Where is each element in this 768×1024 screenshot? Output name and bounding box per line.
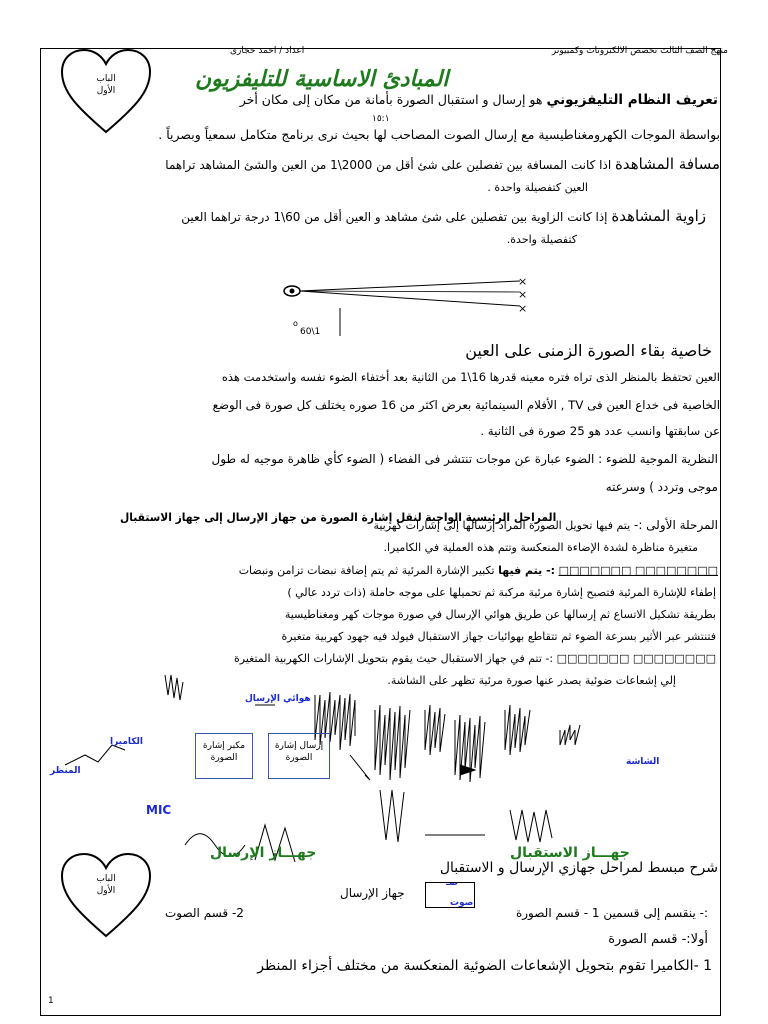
angle-label: 60\1	[300, 327, 321, 337]
sight-line-mid	[300, 291, 520, 292]
explanation-first: أولا:- قسم الصورة	[608, 932, 708, 947]
diagram-mic: MIC	[146, 803, 172, 817]
diagram-screen: الشاشة	[626, 757, 660, 767]
angle-degree: o	[293, 319, 298, 328]
eye-pupil	[290, 289, 295, 294]
persistence-line1: العين تحتفظ بالمنظر الذى تراه فتره معينه قدرها 16\1 من الثانية بعد أختفاء الضوء نفسه واستخدمت هذه	[221, 370, 720, 384]
stage1-line1	[373, 518, 718, 532]
stages-heading-overlap: المراحل الرئيسية الواجبة لنقل إشارة الصورة من جهاز الإرسال إلى جهاز الاستقبال	[120, 510, 557, 524]
explanation-part2: 2- قسم الصوت	[165, 906, 244, 920]
explanation-divides	[516, 906, 708, 920]
viewing-angle-figure	[270, 260, 540, 350]
definition-text	[240, 92, 718, 108]
transmitted-waveforms	[315, 692, 580, 842]
diagram-antenna-tx: هوائي الإرسال	[245, 694, 311, 704]
amplifier-box	[195, 733, 253, 779]
definition-label: تعريف النظام التليفزيوني	[546, 92, 718, 108]
heart-bottom-line2: الأول	[96, 886, 116, 896]
definition-line2: بواسطة الموجات الكهرومغناطيسية مع إرسال الصوت المصاحب لها بحيث نرى برنامج متكامل سمعياً وبصرياً .	[158, 127, 720, 142]
heart-top-line1: الباب	[96, 74, 116, 84]
page-title: المبادئ الاساسية للتليفزيون	[195, 66, 449, 92]
heart-bottom-line1: الباب	[96, 874, 116, 884]
diagram-tx-device: جهـــاز الإرسال	[210, 845, 317, 861]
transmitter-box	[268, 733, 330, 779]
persistence-line3: عن سابقتها وانسب عدد هو 25 صورة فى الثانية .	[480, 424, 720, 438]
diagram-scene: المنظر	[50, 766, 81, 776]
mark-top: ×	[518, 275, 528, 288]
stage1-label: المرحلة الأولى :-	[633, 518, 718, 532]
wave-theory-line2: موجى وتردد ) وسرعته	[605, 480, 718, 494]
transmitter-label: إرسال إشارة الصورة	[274, 741, 324, 763]
explanation-small-a: صـ	[446, 878, 458, 888]
heart-badge-bottom	[58, 850, 154, 940]
scene-zigzag	[65, 745, 125, 765]
viewing-distance-label: مسافة المشاهدة	[615, 155, 720, 173]
stage2-text: تكبير الإشارة المرئية ثم يتم إضافة نبضات تزامن ونبضات	[238, 564, 495, 577]
viewing-distance-line1	[165, 155, 720, 173]
page-number: 1	[48, 996, 54, 1006]
stage2-squares: □□□□□□□□ □□□□□□□	[558, 564, 718, 577]
wave-theory-line1: النظرية الموجية للضوء : الضوء عبارة عن موجات تنتشر فى الفضاء ( الضوء كأي ظاهرة موجيه له طول	[211, 452, 718, 466]
explanation-heading: شرح مبسط لمراحل جهازي الإرسال و الاستقبال	[439, 860, 718, 876]
explanation-divides-text: :- ينقسم إلى قسمين	[603, 906, 708, 920]
definition-stray: ١٥:١	[372, 114, 390, 124]
mark-mid: ×	[518, 288, 528, 301]
viewing-angle-text: إذا كانت الزاوية بين تفصلين على شئ مشاهد و العين أقل من 60\1 درجة تراهما العين	[181, 210, 608, 224]
stage3-squares: □□□□□□□□ □□□□□□□	[556, 652, 716, 665]
diagram-rx-device: جهـــاز الاستقبال	[510, 845, 630, 861]
stage3-line1	[234, 652, 716, 665]
explanation-tx-label: جهاز الإرسال	[340, 886, 405, 900]
header-author: اعداد / احمد حجازى	[230, 46, 305, 56]
mark-bottom: ×	[518, 302, 528, 315]
sight-line-bottom	[300, 291, 520, 306]
viewing-distance-text: اذا كانت المسافة بين تفصلين على شئ أقل من 2000\1 من العين والشئ المشاهد تراهما	[165, 158, 612, 172]
stage2-line4: فتنتشر عبر الأثير بسرعة الضوء ثم تتقاطع بهوائيات جهاز الاستقبال فيولد فيه جهود كهربية متغيرة	[281, 630, 716, 643]
stage2-label: :- يتم فيها	[498, 564, 556, 577]
stage3-text: :- تتم في جهاز الاستقبال حيث يقوم بتحويل الإشارات الكهربية المتغيرة	[234, 652, 554, 665]
stage1-text: يتم فيها تحويل الصورة المراد إرسالها إلى إشارات كهربية	[373, 519, 631, 532]
viewing-distance-line2: العين كتفصيلة واحدة .	[487, 181, 588, 194]
stage2-line1	[239, 564, 718, 577]
viewing-angle-line2: كتفصيلة واحدة.	[506, 233, 577, 246]
header-course: منهج الصف الثالث تخصص الالكترونات وكمبيوتر	[551, 46, 728, 56]
heart-top-line2: الأول	[96, 86, 116, 96]
stage1-line2: متغيرة مناظرة لشدة الإضاءة المنعكسة وتتم هذه العملية في الكاميرا.	[383, 541, 698, 554]
explanation-box	[425, 882, 475, 908]
stage2-line2: إطفاء للإشارة المرئية فتصبح إشارة مرئية مركبة ثم تحميلها على موجه حاملة (ذات تردد عالي )	[287, 586, 716, 599]
stage2-line3: بطريقة تشكيل الاتساع ثم إرسالها عن طريق هوائي الإرسال في صورة موجات كهر ومغناطيسية	[284, 608, 716, 621]
sight-line-top	[300, 281, 520, 291]
explanation-camera-item: 1 -الكاميرا تقوم بتحويل الإشعاعات الضوئية المنعكسة من مختلف أجزاء المنظر	[257, 958, 712, 974]
persistence-line2: الخاصية فى خداع العين فى TV , الأفلام السينمائية بعرض اكثر من 16 صوره يختلف كل صورة فى الوضع	[212, 398, 720, 412]
definition-body: هو إرسال و استقبال الصورة بأمانة من مكان إلى مكان أخر	[239, 92, 543, 107]
persistence-heading: خاصية بقاء الصورة الزمنى على العين	[465, 341, 712, 360]
explanation-part1: 1 - قسم الصورة	[515, 906, 600, 920]
stage3-line2: إلي إشعاعات ضوئية يصدر عنها صورة مرئية تظهر على الشاشة.	[387, 674, 676, 687]
diagram-camera: الكاميرا	[110, 737, 144, 747]
amplifier-label: مكبر إشارة الصورة	[202, 741, 246, 763]
explanation-small-b: صوت	[450, 898, 474, 908]
viewing-angle-label: زاوية المشاهدة	[611, 207, 706, 225]
viewing-angle-line1	[181, 207, 706, 225]
heart-badge-top	[58, 46, 154, 136]
scribble-top-left	[165, 675, 183, 700]
